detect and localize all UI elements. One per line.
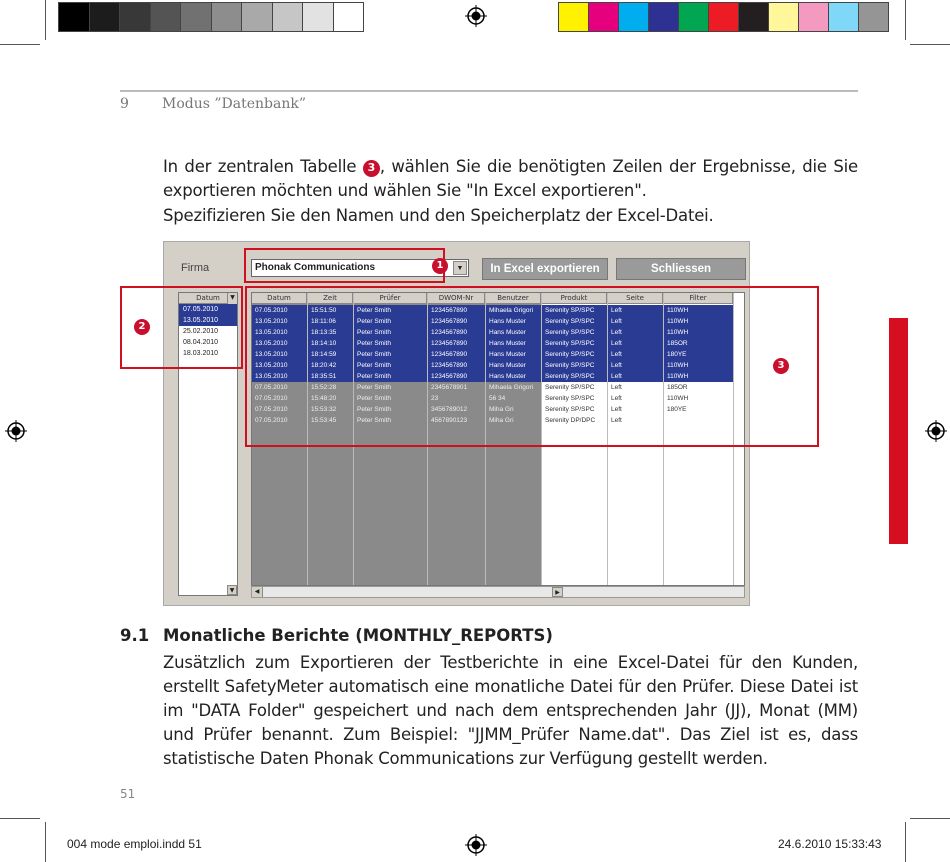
firm-label: Firma — [181, 262, 210, 274]
table-cell[interactable]: 13.05.2010 — [252, 338, 307, 349]
table-cell[interactable]: 13.05.2010 — [252, 371, 307, 382]
color-swatch — [618, 2, 649, 32]
section-number: 9.1 — [120, 626, 150, 645]
table-cell[interactable]: Hans Muster — [486, 327, 541, 338]
table-cell[interactable]: 110WH — [664, 371, 733, 382]
highlight-box-3 — [245, 286, 819, 447]
table-cell[interactable]: Serenity SP/SPC — [542, 305, 607, 316]
table-cell[interactable]: Peter Smith — [357, 406, 391, 413]
table-cell[interactable]: 3456789012 — [431, 406, 468, 413]
intro-paragraph-2: Spezifizieren Sie den Namen und den Speicherplatz der Excel-Datei. — [163, 206, 714, 225]
table-cell[interactable]: Miha Gri — [489, 406, 514, 413]
table-cell[interactable]: Serenity SP/SPC — [545, 406, 595, 413]
section-title: Monatliche Berichte (MONTHLY_REPORTS) — [163, 626, 553, 645]
crop-mark — [910, 44, 950, 45]
table-cell[interactable]: 07.05.2010 — [255, 417, 288, 424]
table-cell[interactable]: 1234567890 — [428, 305, 485, 316]
table-cell[interactable]: 15:51:50 — [308, 305, 353, 316]
date-list-item[interactable]: 07.05.2010 — [179, 304, 237, 315]
date-list-item[interactable]: 08.04.2010 — [183, 339, 219, 346]
crop-mark — [905, 822, 906, 862]
table-cell[interactable]: Serenity SP/SPC — [542, 327, 607, 338]
table-cell[interactable]: Serenity SP/SPC — [542, 316, 607, 327]
column-header[interactable]: Seite — [608, 293, 663, 304]
crop-mark — [0, 818, 40, 819]
column-header[interactable]: Produkt — [542, 293, 607, 304]
table-cell[interactable]: 185OR — [667, 384, 688, 391]
section-body: Zusätzlich zum Exportieren der Testberichte in eine Excel-Datei für den Kunden, erstellt SafetyMeter automatisch eine monatliche Datei für den Prüfer. Diese Datei ist im "DATA Folder" gespeichert und nach dem entsprechenden Jahr (JJ), Monat (MM) und Prüfer benannt. Zum Beispiel: "JJMM_Prüfer Name.dat". Das Ziel ist es, dass statistische Daten Phonak Communications zur Verfügung gestellt werden. — [163, 653, 858, 768]
table-cell[interactable]: Serenity SP/SPC — [542, 360, 607, 371]
table-cell[interactable]: Left — [608, 360, 663, 371]
footer-timestamp: 24.6.2010 15:33:43 — [778, 837, 882, 851]
color-swatch — [272, 2, 304, 32]
crop-mark — [910, 818, 950, 819]
footer-filename: 004 mode emploi.indd 51 — [67, 837, 202, 851]
table-cell[interactable]: 13.05.2010 — [252, 360, 307, 371]
table-cell[interactable]: 23 — [431, 395, 439, 402]
table-cell[interactable]: 1234567890 — [428, 371, 485, 382]
horizontal-scrollbar[interactable] — [251, 586, 745, 598]
close-button[interactable]: Schliessen — [616, 258, 746, 280]
column-header[interactable]: Prüfer — [354, 293, 427, 304]
table-cell[interactable]: Peter Smith — [354, 360, 427, 371]
table-cell[interactable]: Peter Smith — [357, 417, 391, 424]
table-cell[interactable]: 2345678901 — [431, 384, 468, 391]
table-cell[interactable]: Left — [611, 395, 622, 402]
color-swatch — [828, 2, 859, 32]
intro-text: In der zentralen Tabelle — [163, 157, 363, 176]
color-swatch — [648, 2, 679, 32]
intro-paragraph — [163, 155, 858, 203]
color-swatch — [302, 2, 334, 32]
table-cell[interactable]: Peter Smith — [354, 338, 427, 349]
table-cell[interactable]: Hans Muster — [486, 349, 541, 360]
table-cell[interactable]: 18:13:35 — [308, 327, 353, 338]
callout-2-badge: 2 — [134, 319, 150, 335]
callout-badge: 3 — [363, 160, 380, 177]
table-cell[interactable]: 56 34 — [489, 395, 506, 402]
chapter-header — [120, 96, 306, 112]
intro-text: , wählen Sie die benötigten Zeilen der Ergebnisse, die Sie exportieren möchten und wählen Sie "In Excel exportieren". — [163, 157, 859, 200]
table-cell[interactable]: Serenity SP/SPC — [542, 338, 607, 349]
table-cell[interactable]: 15:52:28 — [311, 384, 337, 391]
table-cell[interactable]: Peter Smith — [354, 327, 427, 338]
color-swatch — [150, 2, 182, 32]
scroll-right-arrow-icon[interactable]: ▶ — [552, 587, 563, 597]
table-cell[interactable]: Left — [608, 305, 663, 316]
color-swatch — [768, 2, 799, 32]
table-cell[interactable]: 1234567890 — [428, 349, 485, 360]
table-cell[interactable]: Mihaela Grigori — [486, 305, 541, 316]
table-cell[interactable]: 180YE — [667, 406, 687, 413]
color-swatch — [678, 2, 709, 32]
table-cell[interactable]: 4567890123 — [431, 417, 468, 424]
table-cell[interactable]: 13.05.2010 — [252, 316, 307, 327]
color-swatch — [588, 2, 619, 32]
table-cell[interactable]: Hans Muster — [486, 360, 541, 371]
table-cell[interactable]: 1234567890 — [428, 360, 485, 371]
table-cell[interactable]: 13.05.2010 — [252, 349, 307, 360]
column-header[interactable]: DWOM-Nr — [428, 293, 485, 304]
table-cell[interactable]: Hans Muster — [486, 338, 541, 349]
chevron-down-icon[interactable]: ▼ — [453, 261, 467, 275]
table-cell[interactable]: Mihaela Grigori — [489, 384, 534, 391]
table-cell[interactable]: Peter Smith — [357, 384, 391, 391]
chapter-title: Modus ”Datenbank” — [162, 96, 306, 112]
chapter-tab-marker — [889, 318, 908, 544]
header-rule — [120, 90, 858, 92]
table-cell[interactable]: 18:14:59 — [308, 349, 353, 360]
firm-dropdown-value: Phonak Communications — [255, 262, 376, 273]
crop-mark — [45, 0, 46, 40]
table-cell[interactable]: Peter Smith — [357, 395, 391, 402]
crop-mark — [0, 44, 40, 45]
table-cell[interactable]: 15:48:20 — [311, 395, 337, 402]
scroll-left-arrow-icon[interactable]: ◀ — [252, 587, 263, 597]
table-cell[interactable]: Peter Smith — [354, 371, 427, 382]
color-swatch — [241, 2, 273, 32]
table-cell[interactable]: 180YE — [664, 349, 733, 360]
table-cell[interactable]: 13.05.2010 — [252, 327, 307, 338]
table-cell[interactable]: 110WH — [664, 305, 733, 316]
table-cell[interactable]: Miha Gri — [489, 417, 514, 424]
table-cell[interactable]: 07.05.2010 — [255, 384, 288, 391]
export-excel-button[interactable]: In Excel exportieren — [482, 258, 608, 280]
color-swatch — [211, 2, 243, 32]
table-cell[interactable]: Serenity DP/DPC — [545, 417, 596, 424]
color-swatch — [58, 2, 90, 32]
table-cell[interactable]: 07.05.2010 — [252, 305, 307, 316]
table-cell[interactable]: Left — [608, 371, 663, 382]
callout-1-badge: 1 — [432, 258, 448, 274]
table-cell[interactable]: Hans Muster — [486, 316, 541, 327]
column-header[interactable]: Datum — [252, 293, 307, 304]
table-cell[interactable]: 110WH — [664, 316, 733, 327]
date-list-item[interactable]: 18.03.2010 — [183, 350, 219, 357]
table-cell[interactable]: Serenity SP/SPC — [545, 384, 595, 391]
registration-mark-icon — [465, 834, 487, 856]
color-swatch — [333, 2, 365, 32]
crop-mark — [45, 822, 46, 862]
crop-mark — [905, 0, 906, 40]
table-cell[interactable]: 15:53:45 — [311, 417, 337, 424]
column-header[interactable]: Zeit — [308, 293, 353, 304]
date-list-item[interactable]: 13.05.2010 — [179, 315, 237, 326]
table-cell[interactable]: 110WH — [664, 360, 733, 371]
table-cell[interactable]: 185OR — [664, 338, 733, 349]
table-cell[interactable]: Peter Smith — [354, 349, 427, 360]
table-cell[interactable]: Left — [611, 417, 622, 424]
table-cell[interactable]: Serenity SP/SPC — [545, 395, 595, 402]
color-swatch — [89, 2, 121, 32]
table-cell[interactable]: 1234567890 — [428, 316, 485, 327]
table-cell[interactable]: 1234567890 — [428, 327, 485, 338]
table-cell[interactable]: Left — [608, 327, 663, 338]
table-cell[interactable]: 18:14:10 — [308, 338, 353, 349]
highlight-box-1 — [244, 248, 445, 283]
table-cell[interactable]: Peter Smith — [354, 316, 427, 327]
table-cell[interactable]: Left — [608, 338, 663, 349]
page-number: 51 — [120, 787, 136, 801]
table-cell[interactable]: 18:11:06 — [308, 316, 353, 327]
color-swatch — [858, 2, 889, 32]
table-cell[interactable]: 18:35:51 — [308, 371, 353, 382]
table-cell[interactable]: 1234567890 — [428, 338, 485, 349]
table-cell[interactable]: 110WH — [667, 395, 689, 402]
table-cell[interactable]: Left — [611, 384, 622, 391]
color-swatch — [119, 2, 151, 32]
table-cell[interactable]: 18:20:42 — [308, 360, 353, 371]
table-cell[interactable]: Left — [608, 349, 663, 360]
date-list-header[interactable]: Datum — [179, 293, 237, 304]
table-cell[interactable]: 07.05.2010 — [255, 395, 288, 402]
registration-mark-icon — [465, 5, 487, 27]
table-cell[interactable]: Left — [611, 406, 622, 413]
color-swatch — [798, 2, 829, 32]
column-header[interactable]: Benutzer — [486, 293, 541, 304]
table-cell[interactable]: Peter Smith — [354, 305, 427, 316]
registration-mark-icon — [925, 420, 947, 442]
table-cell[interactable]: 110WH — [664, 327, 733, 338]
table-cell[interactable]: 07.05.2010 — [255, 406, 288, 413]
table-cell[interactable]: Serenity SP/SPC — [542, 349, 607, 360]
callout-3-badge: 3 — [773, 358, 789, 374]
color-swatch — [738, 2, 769, 32]
table-cell[interactable]: Left — [608, 316, 663, 327]
column-header[interactable]: Filter — [664, 293, 733, 304]
table-cell[interactable]: Serenity SP/SPC — [542, 371, 607, 382]
color-swatch — [708, 2, 739, 32]
chapter-number: 9 — [120, 96, 129, 112]
registration-mark-icon — [5, 420, 27, 442]
chevron-down-icon[interactable]: ▼ — [227, 293, 237, 304]
color-swatch — [180, 2, 212, 32]
table-cell[interactable]: 15:53:32 — [311, 406, 337, 413]
table-cell[interactable]: Hans Muster — [486, 371, 541, 382]
color-swatch — [558, 2, 589, 32]
scroll-down-arrow-icon[interactable]: ▼ — [227, 585, 237, 595]
date-list-item[interactable]: 25.02.2010 — [183, 328, 219, 335]
